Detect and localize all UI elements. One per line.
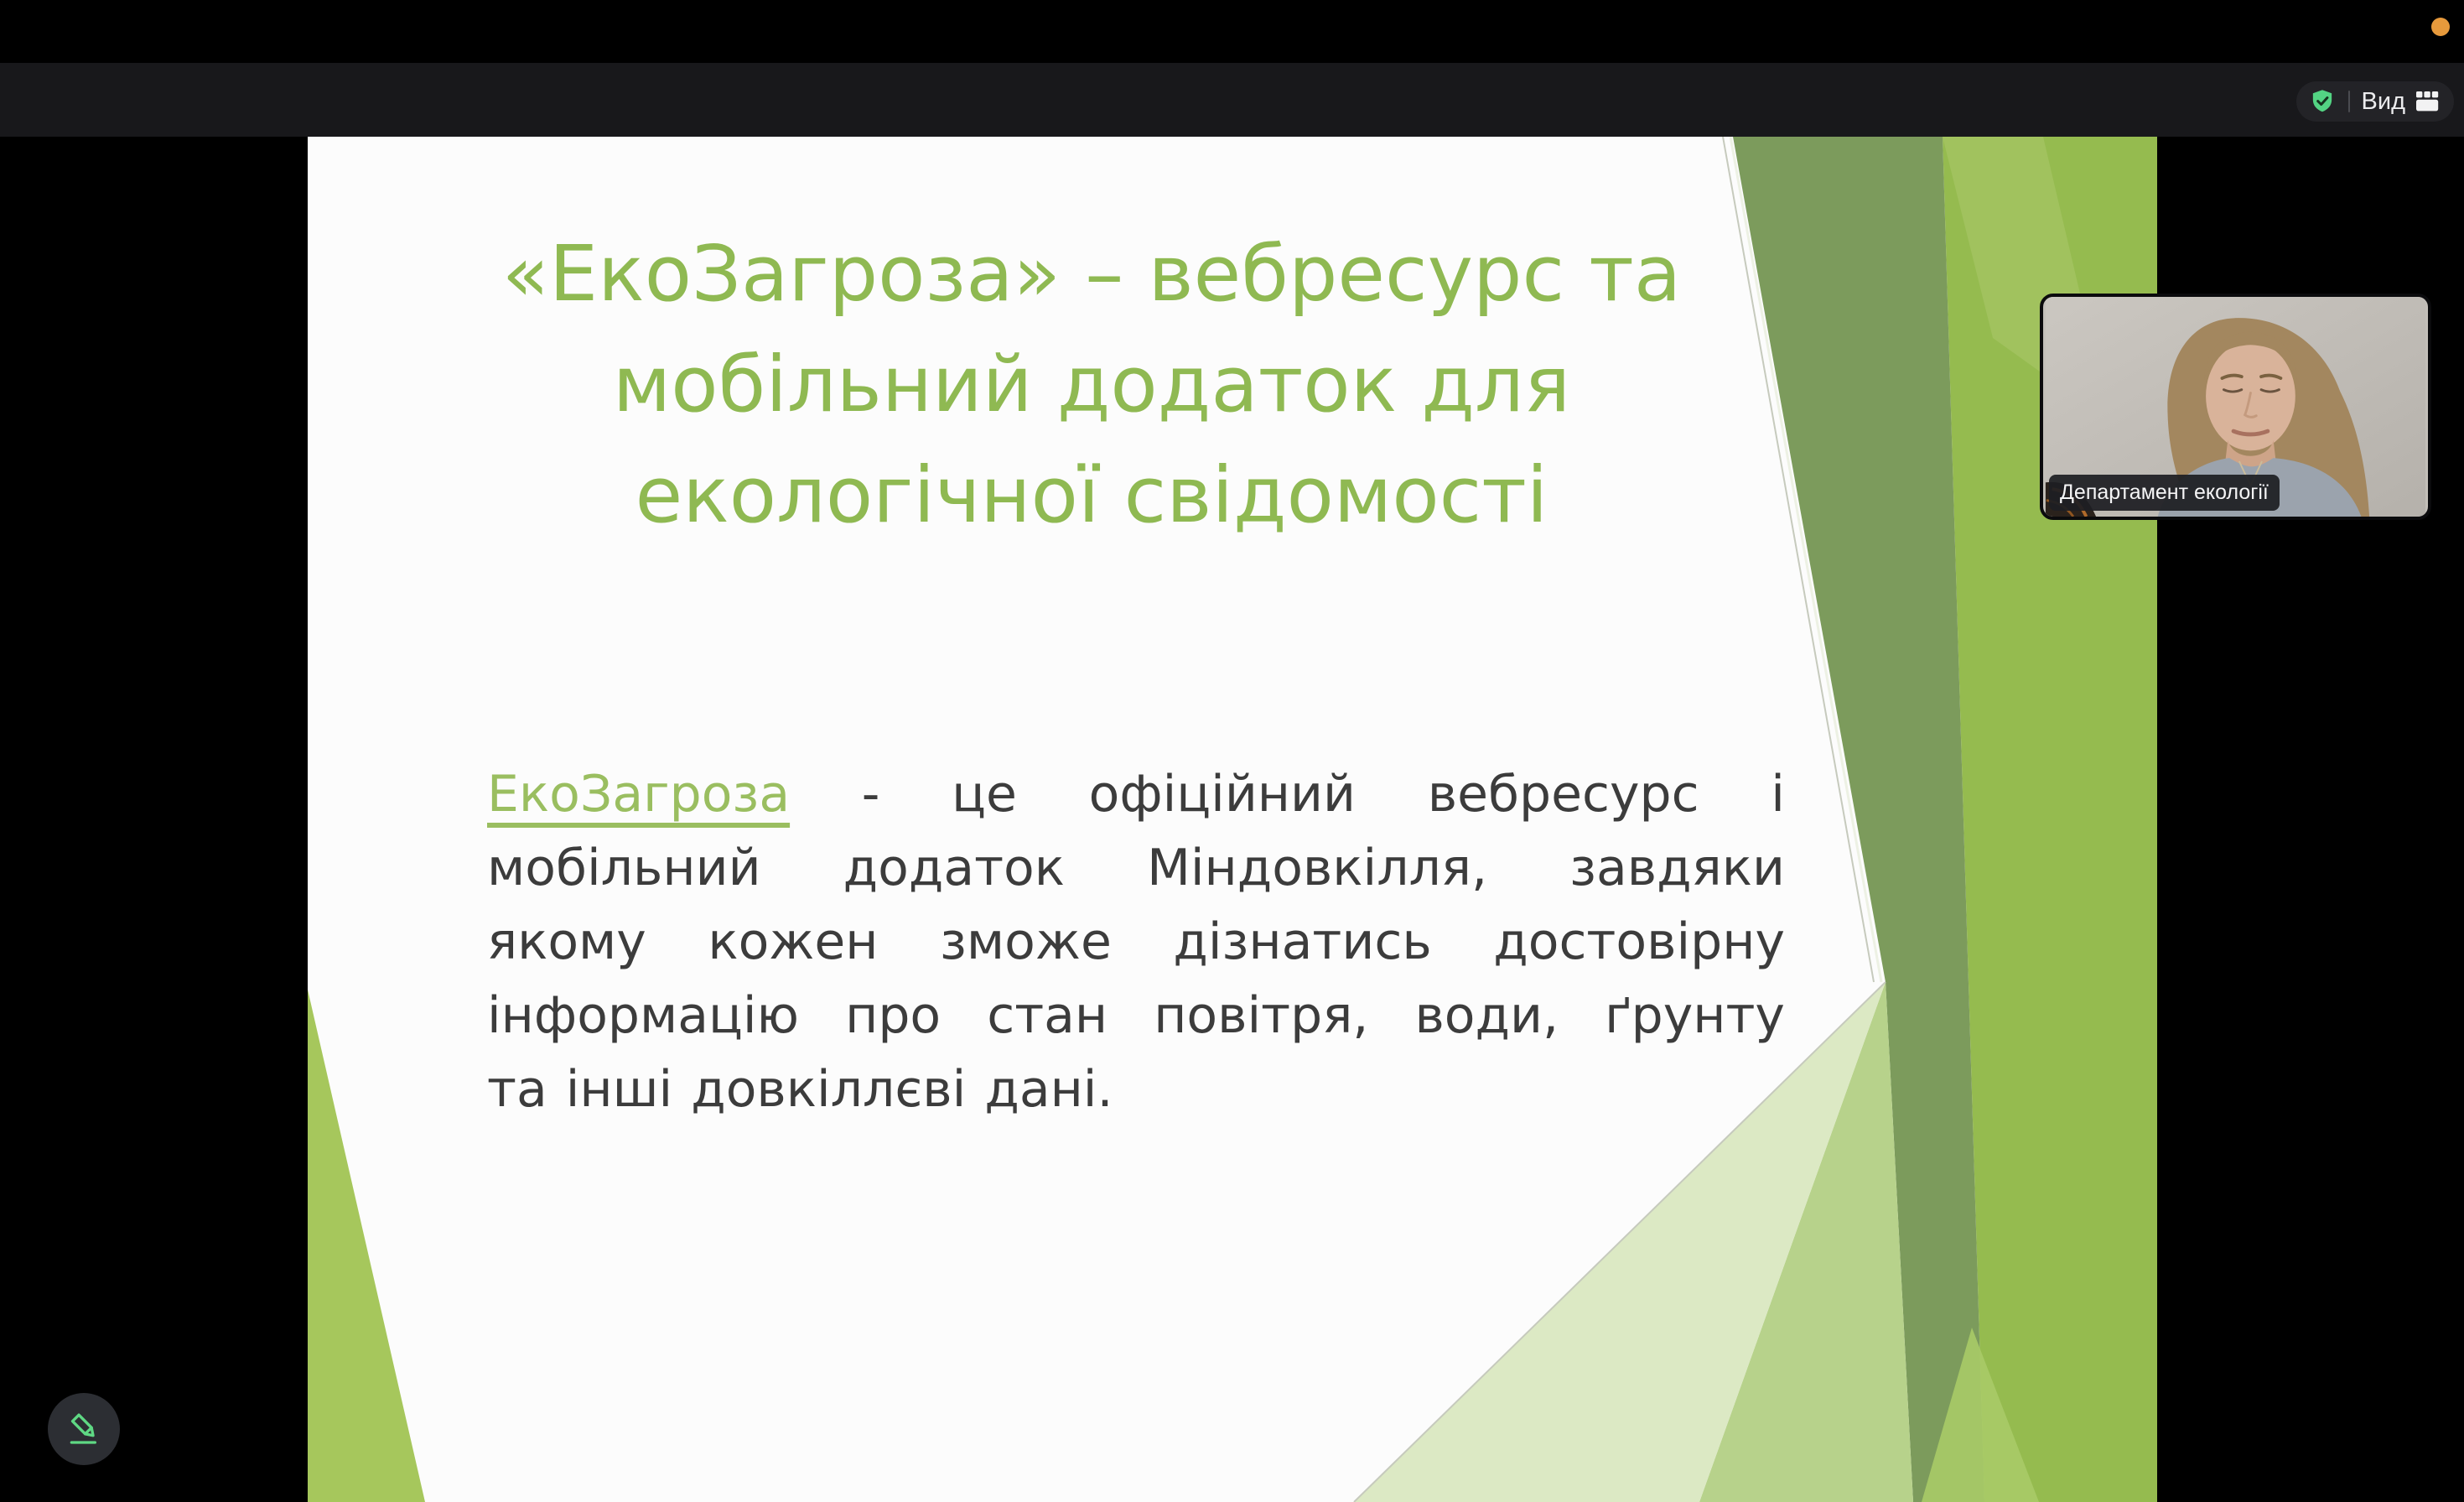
body-word: та: [487, 1060, 547, 1119]
slide-title-line: екологічної свідомості: [635, 450, 1548, 540]
body-word: офіційний: [1088, 765, 1356, 824]
body-word: якому: [487, 912, 646, 971]
participant-name-label: Департамент екології: [2049, 475, 2280, 511]
body-word: додаток: [843, 839, 1065, 897]
view-button[interactable]: [2362, 88, 2441, 116]
gallery-view-icon: [2414, 88, 2441, 115]
body-word: Міндовкілля,: [1147, 839, 1488, 897]
body-word: кожен: [708, 912, 879, 971]
slide-title-line: «ЕкоЗагроза» – вебресурс та: [501, 229, 1682, 319]
annotate-button[interactable]: [48, 1393, 120, 1465]
view-toolbar: [2296, 81, 2454, 122]
body-word: довкіллєві: [691, 1060, 967, 1119]
slide-body-text: [487, 757, 1785, 1126]
body-word: достовірну: [1493, 912, 1785, 971]
presentation-slide: [308, 137, 2157, 1502]
meeting-topbar: [0, 63, 2464, 137]
body-word: інші: [565, 1060, 673, 1119]
body-word: ґрунту: [1605, 986, 1785, 1045]
body-word: завдяки: [1569, 839, 1785, 897]
pencil-icon: [60, 1406, 107, 1453]
slide-body-line: [487, 1052, 1785, 1126]
body-word: про: [845, 986, 942, 1045]
body-word: і: [1771, 765, 1785, 824]
body-word: стан: [987, 986, 1108, 1045]
body-word: води,: [1414, 986, 1559, 1045]
decoration-left-wedge: [308, 990, 425, 1502]
security-shield-icon: [2308, 87, 2337, 116]
security-shield-button[interactable]: [2308, 87, 2337, 116]
body-word: інформацію: [487, 986, 800, 1045]
toolbar-divider: [2348, 91, 2350, 112]
body-word: -: [861, 765, 880, 824]
slide-body-line: [487, 905, 1785, 979]
slide-title-line: мобільний додаток для: [612, 340, 1571, 429]
body-word: зможе: [940, 912, 1112, 971]
body-word: дані.: [984, 1060, 1113, 1119]
slide-title: [308, 219, 1875, 551]
body-word: повітря,: [1154, 986, 1369, 1045]
slide-body-line: [487, 757, 1785, 831]
body-word: мобільний: [487, 839, 761, 897]
body-lead-word: ЕкоЗагроза: [487, 765, 791, 824]
slide-body-line: [487, 979, 1785, 1052]
view-button-label: Вид: [2361, 87, 2405, 115]
body-word: дізнатись: [1173, 912, 1432, 971]
recording-indicator-dot: [2431, 18, 2450, 36]
slide-body-line: [487, 831, 1785, 905]
body-word: вебресурс: [1427, 765, 1699, 824]
participant-video-tile[interactable]: [2040, 294, 2431, 520]
body-word: це: [952, 765, 1017, 824]
